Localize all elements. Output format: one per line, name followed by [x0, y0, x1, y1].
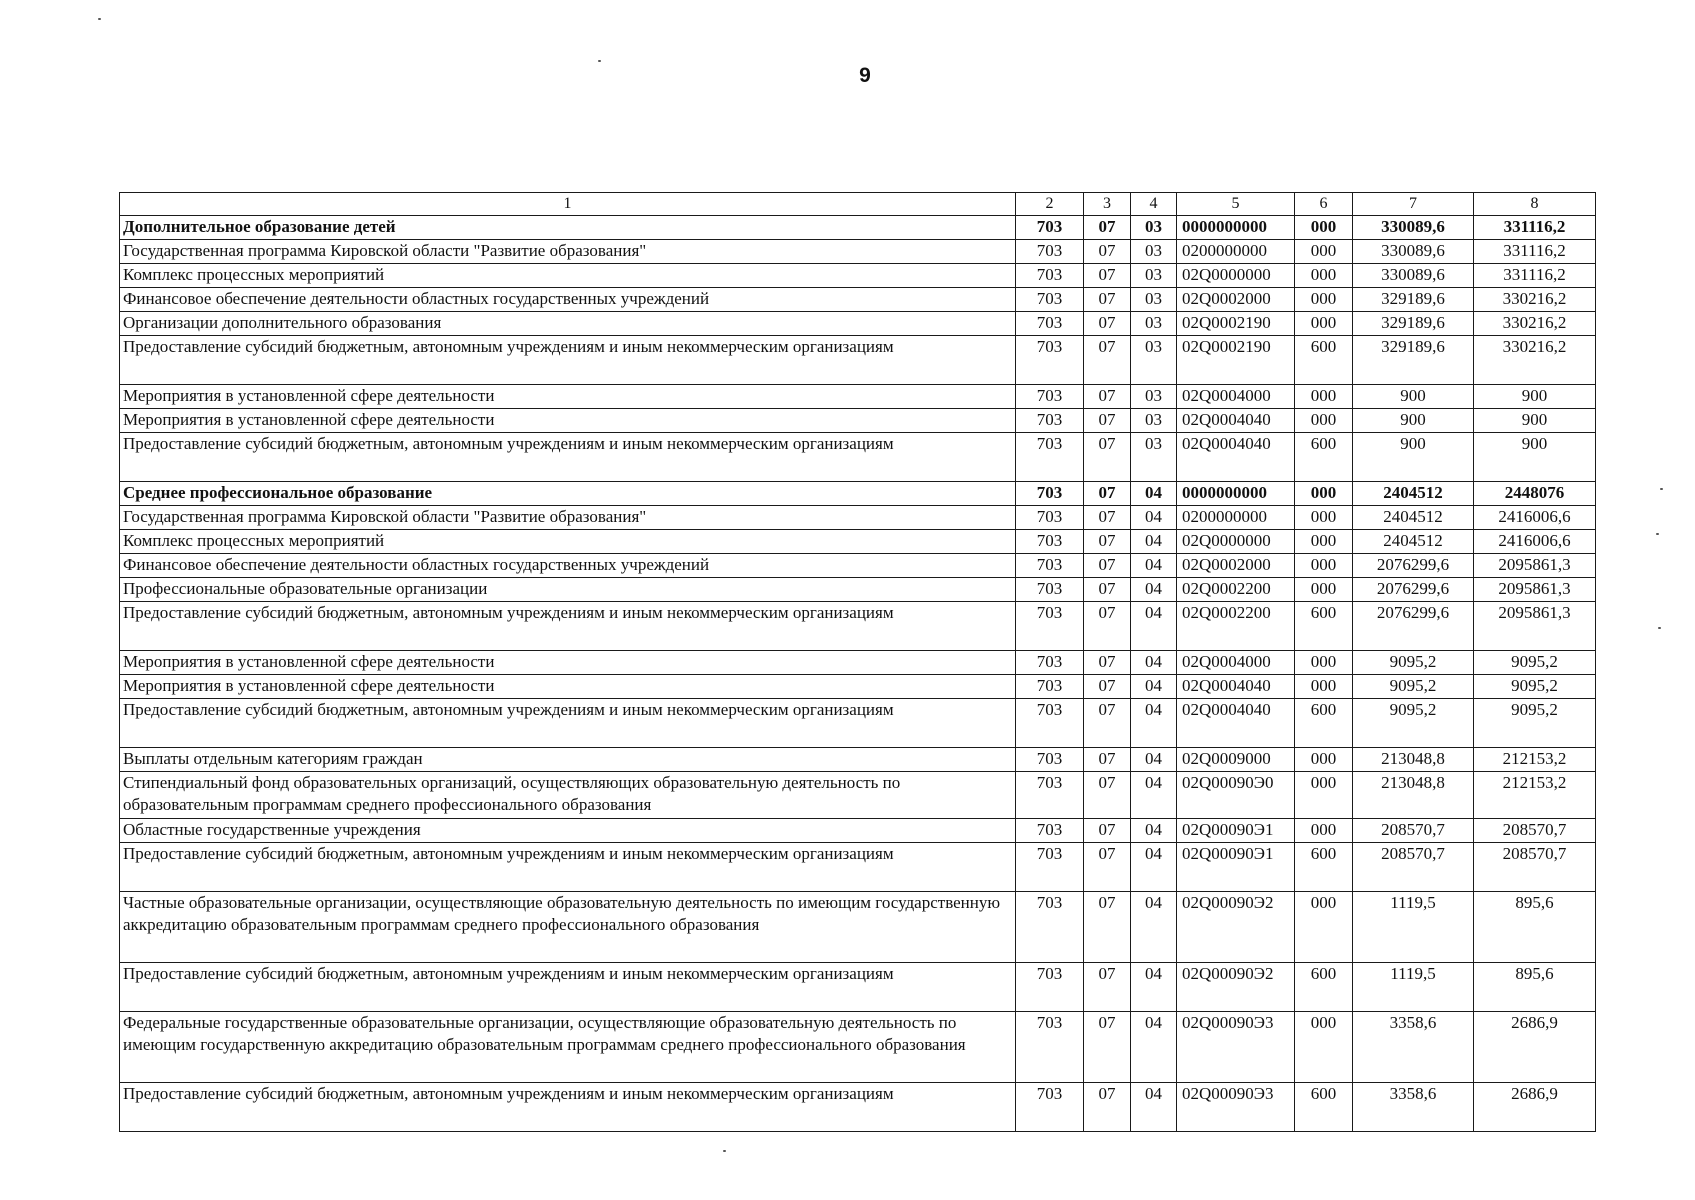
- row-name-cell: Предоставление субсидий бюджетным, автономным учреждениям и иным некоммерческим организациям: [120, 963, 1016, 1012]
- col6-cell: 000: [1295, 748, 1353, 772]
- col2-cell: 703: [1016, 530, 1084, 554]
- col2-cell: 703: [1016, 772, 1084, 819]
- col5-code-cell: 02Q00090Э2: [1177, 963, 1295, 1012]
- col6-cell: 600: [1295, 336, 1353, 385]
- col2-cell: 703: [1016, 216, 1084, 240]
- col2-cell: 703: [1016, 506, 1084, 530]
- col4-cell: 04: [1131, 506, 1177, 530]
- col2-cell: 703: [1016, 1083, 1084, 1132]
- col2-cell: 703: [1016, 602, 1084, 651]
- col2-cell: 703: [1016, 1012, 1084, 1083]
- col3-cell: 07: [1084, 506, 1131, 530]
- row-name-cell: Организации дополнительного образования: [120, 312, 1016, 336]
- row-name-cell: Комплекс процессных мероприятий: [120, 530, 1016, 554]
- col7-value-cell: 2076299,6: [1353, 554, 1474, 578]
- row-name-cell: Областные государственные учреждения: [120, 819, 1016, 843]
- col5-code-cell: 02Q00090Э2: [1177, 892, 1295, 963]
- col3-cell: 07: [1084, 602, 1131, 651]
- col3-cell: 07: [1084, 651, 1131, 675]
- col8-value-cell: 212153,2: [1474, 772, 1596, 819]
- col2-cell: 703: [1016, 554, 1084, 578]
- table-header-row: [120, 193, 1596, 216]
- row-name-cell: Предоставление субсидий бюджетным, автономным учреждениям и иным некоммерческим организациям: [120, 433, 1016, 482]
- col5-code-cell: 0200000000: [1177, 240, 1295, 264]
- table-row: [120, 578, 1596, 602]
- col6-cell: 000: [1295, 578, 1353, 602]
- col4-cell: 03: [1131, 385, 1177, 409]
- col6-cell: 000: [1295, 385, 1353, 409]
- col4-cell: 04: [1131, 675, 1177, 699]
- header-cell: 3: [1084, 193, 1131, 216]
- col8-value-cell: 9095,2: [1474, 675, 1596, 699]
- col5-code-cell: 02Q00090Э0: [1177, 772, 1295, 819]
- col4-cell: 04: [1131, 651, 1177, 675]
- col6-cell: 000: [1295, 651, 1353, 675]
- col4-cell: 04: [1131, 819, 1177, 843]
- scan-speck: [1656, 533, 1659, 535]
- col6-cell: 600: [1295, 963, 1353, 1012]
- col3-cell: 07: [1084, 772, 1131, 819]
- col2-cell: 703: [1016, 963, 1084, 1012]
- col2-cell: 703: [1016, 409, 1084, 433]
- table-row: [120, 530, 1596, 554]
- col7-value-cell: 329189,6: [1353, 312, 1474, 336]
- col5-code-cell: 02Q0004000: [1177, 651, 1295, 675]
- col4-cell: 04: [1131, 963, 1177, 1012]
- col6-cell: 000: [1295, 482, 1353, 506]
- col4-cell: 04: [1131, 578, 1177, 602]
- col3-cell: 07: [1084, 963, 1131, 1012]
- col6-cell: 000: [1295, 240, 1353, 264]
- row-name-cell: Государственная программа Кировской области "Развитие образования": [120, 506, 1016, 530]
- col5-code-cell: 02Q0002190: [1177, 336, 1295, 385]
- col7-value-cell: 330089,6: [1353, 240, 1474, 264]
- col8-value-cell: 331116,2: [1474, 240, 1596, 264]
- table-row: [120, 216, 1596, 240]
- col4-cell: 04: [1131, 530, 1177, 554]
- col6-cell: 000: [1295, 216, 1353, 240]
- col5-code-cell: 02Q0000000: [1177, 264, 1295, 288]
- col5-code-cell: 02Q0002200: [1177, 578, 1295, 602]
- header-cell: 5: [1177, 193, 1295, 216]
- row-name-cell: Федеральные государственные образовательные организации, осуществляющие образовательную деятельность по имеющим государственную аккредитацию образовательным программам среднего профессионального образования: [120, 1012, 1016, 1083]
- col5-code-cell: 02Q0004040: [1177, 675, 1295, 699]
- col3-cell: 07: [1084, 216, 1131, 240]
- row-name-cell: Выплаты отдельным категориям граждан: [120, 748, 1016, 772]
- col3-cell: 07: [1084, 482, 1131, 506]
- col6-cell: 000: [1295, 772, 1353, 819]
- row-name-cell: Среднее профессиональное образование: [120, 482, 1016, 506]
- scan-speck: [598, 60, 601, 62]
- col4-cell: 04: [1131, 748, 1177, 772]
- col5-code-cell: 02Q0009000: [1177, 748, 1295, 772]
- page-number: 9: [859, 64, 871, 87]
- col2-cell: 703: [1016, 240, 1084, 264]
- col4-cell: 04: [1131, 1083, 1177, 1132]
- table-row: [120, 819, 1596, 843]
- row-name-cell: Мероприятия в установленной сфере деятельности: [120, 385, 1016, 409]
- col5-code-cell: 02Q0004040: [1177, 433, 1295, 482]
- col7-value-cell: 900: [1353, 433, 1474, 482]
- col8-value-cell: 9095,2: [1474, 651, 1596, 675]
- scan-speck: [723, 1150, 726, 1152]
- col6-cell: 000: [1295, 264, 1353, 288]
- header-cell: 6: [1295, 193, 1353, 216]
- col4-cell: 03: [1131, 240, 1177, 264]
- col5-code-cell: 02Q0000000: [1177, 530, 1295, 554]
- col5-code-cell: 02Q00090Э3: [1177, 1012, 1295, 1083]
- col7-value-cell: 208570,7: [1353, 819, 1474, 843]
- col2-cell: 703: [1016, 843, 1084, 892]
- col2-cell: 703: [1016, 482, 1084, 506]
- col7-value-cell: 208570,7: [1353, 843, 1474, 892]
- col2-cell: 703: [1016, 819, 1084, 843]
- col7-value-cell: 2404512: [1353, 482, 1474, 506]
- col5-code-cell: 0000000000: [1177, 216, 1295, 240]
- col7-value-cell: 9095,2: [1353, 651, 1474, 675]
- col4-cell: 03: [1131, 312, 1177, 336]
- col7-value-cell: 329189,6: [1353, 336, 1474, 385]
- col7-value-cell: 2076299,6: [1353, 578, 1474, 602]
- col5-code-cell: 0000000000: [1177, 482, 1295, 506]
- col5-code-cell: 02Q0002000: [1177, 554, 1295, 578]
- col2-cell: 703: [1016, 699, 1084, 748]
- col8-value-cell: 212153,2: [1474, 748, 1596, 772]
- row-name-cell: Предоставление субсидий бюджетным, автономным учреждениям и иным некоммерческим организациям: [120, 336, 1016, 385]
- table-body: [120, 193, 1596, 1132]
- table-row: [120, 772, 1596, 819]
- col8-value-cell: 331116,2: [1474, 264, 1596, 288]
- row-name-cell: Частные образовательные организации, осуществляющие образовательную деятельность по имеющим государственную аккредитацию образовательным программам среднего профессионального образования: [120, 892, 1016, 963]
- table-row: [120, 385, 1596, 409]
- header-cell: 1: [120, 193, 1016, 216]
- col4-cell: 04: [1131, 892, 1177, 963]
- col8-value-cell: 2095861,3: [1474, 578, 1596, 602]
- col6-cell: 000: [1295, 675, 1353, 699]
- col7-value-cell: 3358,6: [1353, 1012, 1474, 1083]
- table-row: [120, 336, 1596, 385]
- col5-code-cell: 02Q0004040: [1177, 699, 1295, 748]
- col3-cell: 07: [1084, 312, 1131, 336]
- col5-code-cell: 02Q0004040: [1177, 409, 1295, 433]
- row-name-cell: Дополнительное образование детей: [120, 216, 1016, 240]
- col2-cell: 703: [1016, 312, 1084, 336]
- col8-value-cell: 900: [1474, 433, 1596, 482]
- col8-value-cell: 330216,2: [1474, 312, 1596, 336]
- row-name-cell: Стипендиальный фонд образовательных организаций, осуществляющих образовательную деятельность по образовательным программам среднего профессионального образования: [120, 772, 1016, 819]
- col4-cell: 03: [1131, 433, 1177, 482]
- col7-value-cell: 329189,6: [1353, 288, 1474, 312]
- col3-cell: 07: [1084, 1083, 1131, 1132]
- col3-cell: 07: [1084, 385, 1131, 409]
- table-row: [120, 651, 1596, 675]
- budget-table: [119, 192, 1596, 1132]
- table-row: [120, 288, 1596, 312]
- col3-cell: 07: [1084, 530, 1131, 554]
- col6-cell: 600: [1295, 699, 1353, 748]
- col3-cell: 07: [1084, 409, 1131, 433]
- col5-code-cell: 02Q0002000: [1177, 288, 1295, 312]
- table-row: [120, 506, 1596, 530]
- col4-cell: 04: [1131, 699, 1177, 748]
- col6-cell: 000: [1295, 409, 1353, 433]
- row-name-cell: Мероприятия в установленной сфере деятельности: [120, 675, 1016, 699]
- col4-cell: 03: [1131, 336, 1177, 385]
- table-row: [120, 963, 1596, 1012]
- col6-cell: 600: [1295, 843, 1353, 892]
- col7-value-cell: 1119,5: [1353, 963, 1474, 1012]
- col4-cell: 03: [1131, 288, 1177, 312]
- header-cell: 7: [1353, 193, 1474, 216]
- table-row: [120, 748, 1596, 772]
- col8-value-cell: 900: [1474, 409, 1596, 433]
- col7-value-cell: 900: [1353, 409, 1474, 433]
- col8-value-cell: 900: [1474, 385, 1596, 409]
- col7-value-cell: 213048,8: [1353, 748, 1474, 772]
- table-row: [120, 264, 1596, 288]
- col3-cell: 07: [1084, 288, 1131, 312]
- col2-cell: 703: [1016, 675, 1084, 699]
- col2-cell: 703: [1016, 433, 1084, 482]
- col5-code-cell: 02Q0004000: [1177, 385, 1295, 409]
- scan-speck: [1660, 488, 1663, 490]
- col2-cell: 703: [1016, 264, 1084, 288]
- col3-cell: 07: [1084, 240, 1131, 264]
- col7-value-cell: 2076299,6: [1353, 602, 1474, 651]
- col5-code-cell: 02Q00090Э1: [1177, 843, 1295, 892]
- col2-cell: 703: [1016, 748, 1084, 772]
- col8-value-cell: 2686,9: [1474, 1083, 1596, 1132]
- col7-value-cell: 900: [1353, 385, 1474, 409]
- col6-cell: 000: [1295, 312, 1353, 336]
- col2-cell: 703: [1016, 288, 1084, 312]
- col8-value-cell: 2095861,3: [1474, 554, 1596, 578]
- header-cell: 4: [1131, 193, 1177, 216]
- table-row: [120, 1083, 1596, 1132]
- col3-cell: 07: [1084, 675, 1131, 699]
- col8-value-cell: 2416006,6: [1474, 506, 1596, 530]
- col4-cell: 04: [1131, 482, 1177, 506]
- col4-cell: 04: [1131, 843, 1177, 892]
- col6-cell: 000: [1295, 554, 1353, 578]
- col7-value-cell: 213048,8: [1353, 772, 1474, 819]
- col3-cell: 07: [1084, 264, 1131, 288]
- row-name-cell: Государственная программа Кировской области "Развитие образования": [120, 240, 1016, 264]
- col3-cell: 07: [1084, 819, 1131, 843]
- col7-value-cell: 9095,2: [1353, 699, 1474, 748]
- col6-cell: 000: [1295, 506, 1353, 530]
- col3-cell: 07: [1084, 554, 1131, 578]
- col7-value-cell: 3358,6: [1353, 1083, 1474, 1132]
- table-row: [120, 312, 1596, 336]
- col4-cell: 04: [1131, 554, 1177, 578]
- col8-value-cell: 2095861,3: [1474, 602, 1596, 651]
- col5-code-cell: 02Q0002200: [1177, 602, 1295, 651]
- row-name-cell: Финансовое обеспечение деятельности областных государственных учреждений: [120, 288, 1016, 312]
- col3-cell: 07: [1084, 336, 1131, 385]
- col4-cell: 04: [1131, 602, 1177, 651]
- scan-speck: [98, 18, 101, 20]
- col6-cell: 600: [1295, 602, 1353, 651]
- col7-value-cell: 2404512: [1353, 506, 1474, 530]
- col6-cell: 600: [1295, 1083, 1353, 1132]
- col8-value-cell: 2416006,6: [1474, 530, 1596, 554]
- col7-value-cell: 2404512: [1353, 530, 1474, 554]
- table-row: [120, 240, 1596, 264]
- row-name-cell: Предоставление субсидий бюджетным, автономным учреждениям и иным некоммерческим организациям: [120, 1083, 1016, 1132]
- col3-cell: 07: [1084, 699, 1131, 748]
- table-row: [120, 554, 1596, 578]
- col4-cell: 03: [1131, 264, 1177, 288]
- header-cell: 8: [1474, 193, 1596, 216]
- col6-cell: 000: [1295, 288, 1353, 312]
- table-row: [120, 1012, 1596, 1083]
- col7-value-cell: 1119,5: [1353, 892, 1474, 963]
- col8-value-cell: 330216,2: [1474, 336, 1596, 385]
- col6-cell: 000: [1295, 1012, 1353, 1083]
- row-name-cell: Мероприятия в установленной сфере деятельности: [120, 409, 1016, 433]
- table-row: [120, 482, 1596, 506]
- table-row: [120, 602, 1596, 651]
- col2-cell: 703: [1016, 385, 1084, 409]
- table-row: [120, 433, 1596, 482]
- col3-cell: 07: [1084, 1012, 1131, 1083]
- col8-value-cell: 9095,2: [1474, 699, 1596, 748]
- col6-cell: 000: [1295, 892, 1353, 963]
- col2-cell: 703: [1016, 336, 1084, 385]
- table-row: [120, 409, 1596, 433]
- col8-value-cell: 2448076: [1474, 482, 1596, 506]
- col4-cell: 03: [1131, 216, 1177, 240]
- col8-value-cell: 331116,2: [1474, 216, 1596, 240]
- col7-value-cell: 330089,6: [1353, 264, 1474, 288]
- col6-cell: 600: [1295, 433, 1353, 482]
- col8-value-cell: 2686,9: [1474, 1012, 1596, 1083]
- col2-cell: 703: [1016, 578, 1084, 602]
- col7-value-cell: 330089,6: [1353, 216, 1474, 240]
- col5-code-cell: 0200000000: [1177, 506, 1295, 530]
- row-name-cell: Профессиональные образовательные организации: [120, 578, 1016, 602]
- col2-cell: 703: [1016, 651, 1084, 675]
- col3-cell: 07: [1084, 578, 1131, 602]
- col4-cell: 04: [1131, 1012, 1177, 1083]
- col5-code-cell: 02Q00090Э1: [1177, 819, 1295, 843]
- col3-cell: 07: [1084, 433, 1131, 482]
- col8-value-cell: 330216,2: [1474, 288, 1596, 312]
- row-name-cell: Мероприятия в установленной сфере деятельности: [120, 651, 1016, 675]
- col8-value-cell: 208570,7: [1474, 843, 1596, 892]
- scan-speck: [1658, 627, 1661, 629]
- col7-value-cell: 9095,2: [1353, 675, 1474, 699]
- col8-value-cell: 208570,7: [1474, 819, 1596, 843]
- col8-value-cell: 895,6: [1474, 892, 1596, 963]
- col5-code-cell: 02Q0002190: [1177, 312, 1295, 336]
- row-name-cell: Предоставление субсидий бюджетным, автономным учреждениям и иным некоммерческим организациям: [120, 699, 1016, 748]
- table-row: [120, 699, 1596, 748]
- col6-cell: 000: [1295, 819, 1353, 843]
- col6-cell: 000: [1295, 530, 1353, 554]
- col3-cell: 07: [1084, 892, 1131, 963]
- row-name-cell: Предоставление субсидий бюджетным, автономным учреждениям и иным некоммерческим организациям: [120, 843, 1016, 892]
- col4-cell: 03: [1131, 409, 1177, 433]
- table-row: [120, 892, 1596, 963]
- col2-cell: 703: [1016, 892, 1084, 963]
- col4-cell: 04: [1131, 772, 1177, 819]
- table-row: [120, 675, 1596, 699]
- col3-cell: 07: [1084, 843, 1131, 892]
- row-name-cell: Предоставление субсидий бюджетным, автономным учреждениям и иным некоммерческим организациям: [120, 602, 1016, 651]
- col8-value-cell: 895,6: [1474, 963, 1596, 1012]
- row-name-cell: Комплекс процессных мероприятий: [120, 264, 1016, 288]
- row-name-cell: Финансовое обеспечение деятельности областных государственных учреждений: [120, 554, 1016, 578]
- header-cell: 2: [1016, 193, 1084, 216]
- table-row: [120, 843, 1596, 892]
- col3-cell: 07: [1084, 748, 1131, 772]
- col5-code-cell: 02Q00090Э3: [1177, 1083, 1295, 1132]
